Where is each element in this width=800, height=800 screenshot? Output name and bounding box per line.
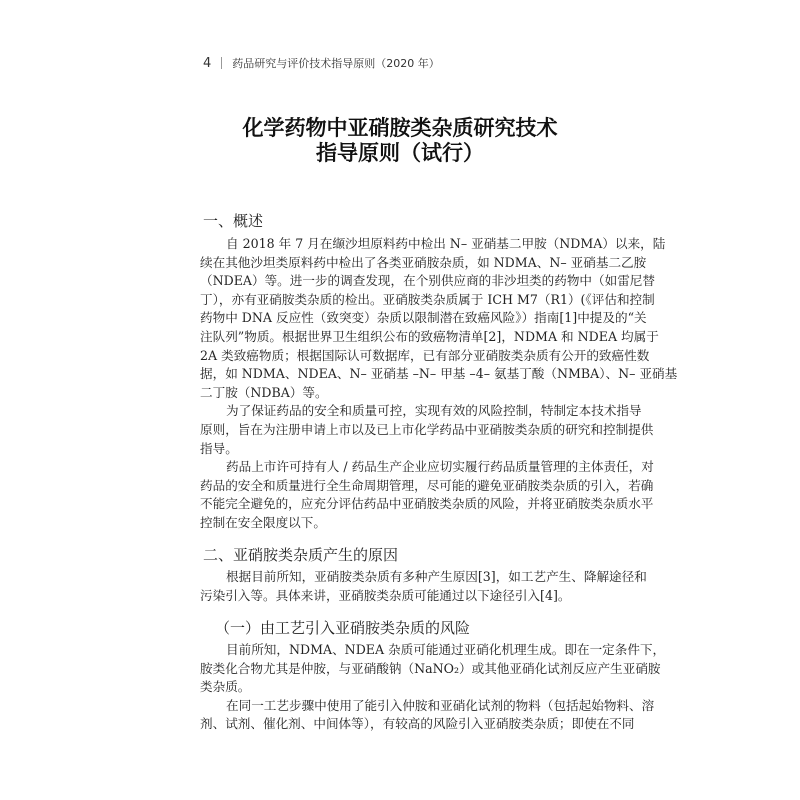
section-heading: 一、概述 — [203, 212, 264, 230]
paragraph — [200, 458, 654, 532]
paragraph — [200, 402, 654, 458]
text-line: 药物中 DNA 反应性（致突变）杂质以限制潜在致癌风险》）指南[1]中提及的“关 — [200, 310, 647, 326]
header-divider — [221, 57, 222, 69]
running-title: 药品研究与评价技术指导原则（2020 年） — [232, 57, 440, 70]
text-line: 续在其他沙坦类原料药中检出了各类亚硝胺杂质，如 NDMA、N– 亚硝基二乙胺 — [200, 254, 647, 270]
text-line: 污染引入等。具体来讲，亚硝胺类杂质可能通过以下途径引入[4]。 — [200, 587, 571, 603]
text-line: 不能完全避免的，应充分评估药品中亚硝胺类杂质的风险，并将亚硝胺类杂质水平 — [200, 496, 654, 512]
text-line: 药品的安全和质量进行全生命周期管理，尽可能的避免亚硝胺类杂质的引入，若确 — [200, 477, 654, 493]
section-heading: （一）由工艺引入亚硝胺类杂质的风险 — [215, 619, 471, 637]
section-body — [200, 641, 666, 734]
page-number: 4 — [203, 55, 212, 71]
document-title-line-1: 化学药物中亚硝胺类杂质研究技术 — [242, 116, 558, 140]
text-line: （NDEA）等。进一步的调查发现，在个别供应商的非沙坦类的药物中（如雷尼替 — [200, 273, 655, 289]
document-title-line-2: 指导原则（试行） — [316, 141, 484, 165]
text-line: 丁），亦有亚硝胺类杂质的检出。亚硝胺类杂质属于 ICH M7（R1）(《评估和控制 — [200, 291, 655, 307]
paragraph — [200, 697, 655, 734]
text-line: 根据目前所知，亚硝胺类杂质有多种产生原因[3]，如工艺产生、降解途径和 — [226, 569, 647, 584]
text-line: 注队列”物质。根据世界卫生组织公布的致癌物清单[2]，NDMA 和 NDEA 均属于 — [200, 328, 659, 344]
paragraph — [200, 641, 666, 697]
text-line: 类杂质。 — [200, 679, 251, 695]
running-header — [203, 55, 440, 71]
text-line: 原则，旨在为注册申请上市以及已上市化学药品中亚硝胺类杂质的研究和控制提供 — [200, 421, 654, 437]
text-line: 二丁胺（NDBA）等。 — [200, 384, 328, 400]
text-line: 自 2018 年 7 月在缬沙坦原料药中检出 N– 亚硝基二甲胺（NDMA）以来，陆 — [226, 236, 666, 251]
text-line: 药品上市许可持有人 / 药品生产企业应切实履行药品质量管理的主体责任，对 — [226, 459, 654, 475]
text-line: 剂、试剂、催化剂、中间体等），有较高的风险引入亚硝胺类杂质；即使在不同 — [200, 716, 635, 732]
section-heading: 二、亚硝胺类杂质产生的原因 — [203, 546, 399, 564]
section-body — [200, 235, 678, 533]
text-line: 在同一工艺步骤中使用了能引入仲胺和亚硝化试剂的物料（包括起始物料、溶 — [226, 697, 655, 713]
section-body — [200, 568, 647, 605]
paragraph — [200, 235, 678, 402]
text-line: 控制在安全限度以下。 — [200, 514, 326, 530]
text-line: 胺类化合物尤其是仲胺，与亚硝酸钠（NaNO₂）或其他亚硝化试剂反应产生亚硝胺 — [200, 660, 661, 676]
paragraph — [200, 568, 647, 605]
text-line: 为了保证药品的安全和质量可控，实现有效的风险控制，特制定本技术指导 — [226, 403, 642, 419]
text-line: 据，如 NDMA、NDEA、N– 亚硝基 –N– 甲基 –4– 氨基丁酸（NMBA）、N– 亚硝基 — [200, 366, 678, 382]
text-line: 目前所知，NDMA、NDEA 杂质可能通过亚硝化机理生成。即在一定条件下， — [226, 642, 666, 657]
text-line: 指导。 — [200, 440, 238, 456]
text-line: 2A 类致癌物质；根据国际认可数据库，已有部分亚硝胺类杂质有公开的致癌性数 — [200, 347, 650, 363]
